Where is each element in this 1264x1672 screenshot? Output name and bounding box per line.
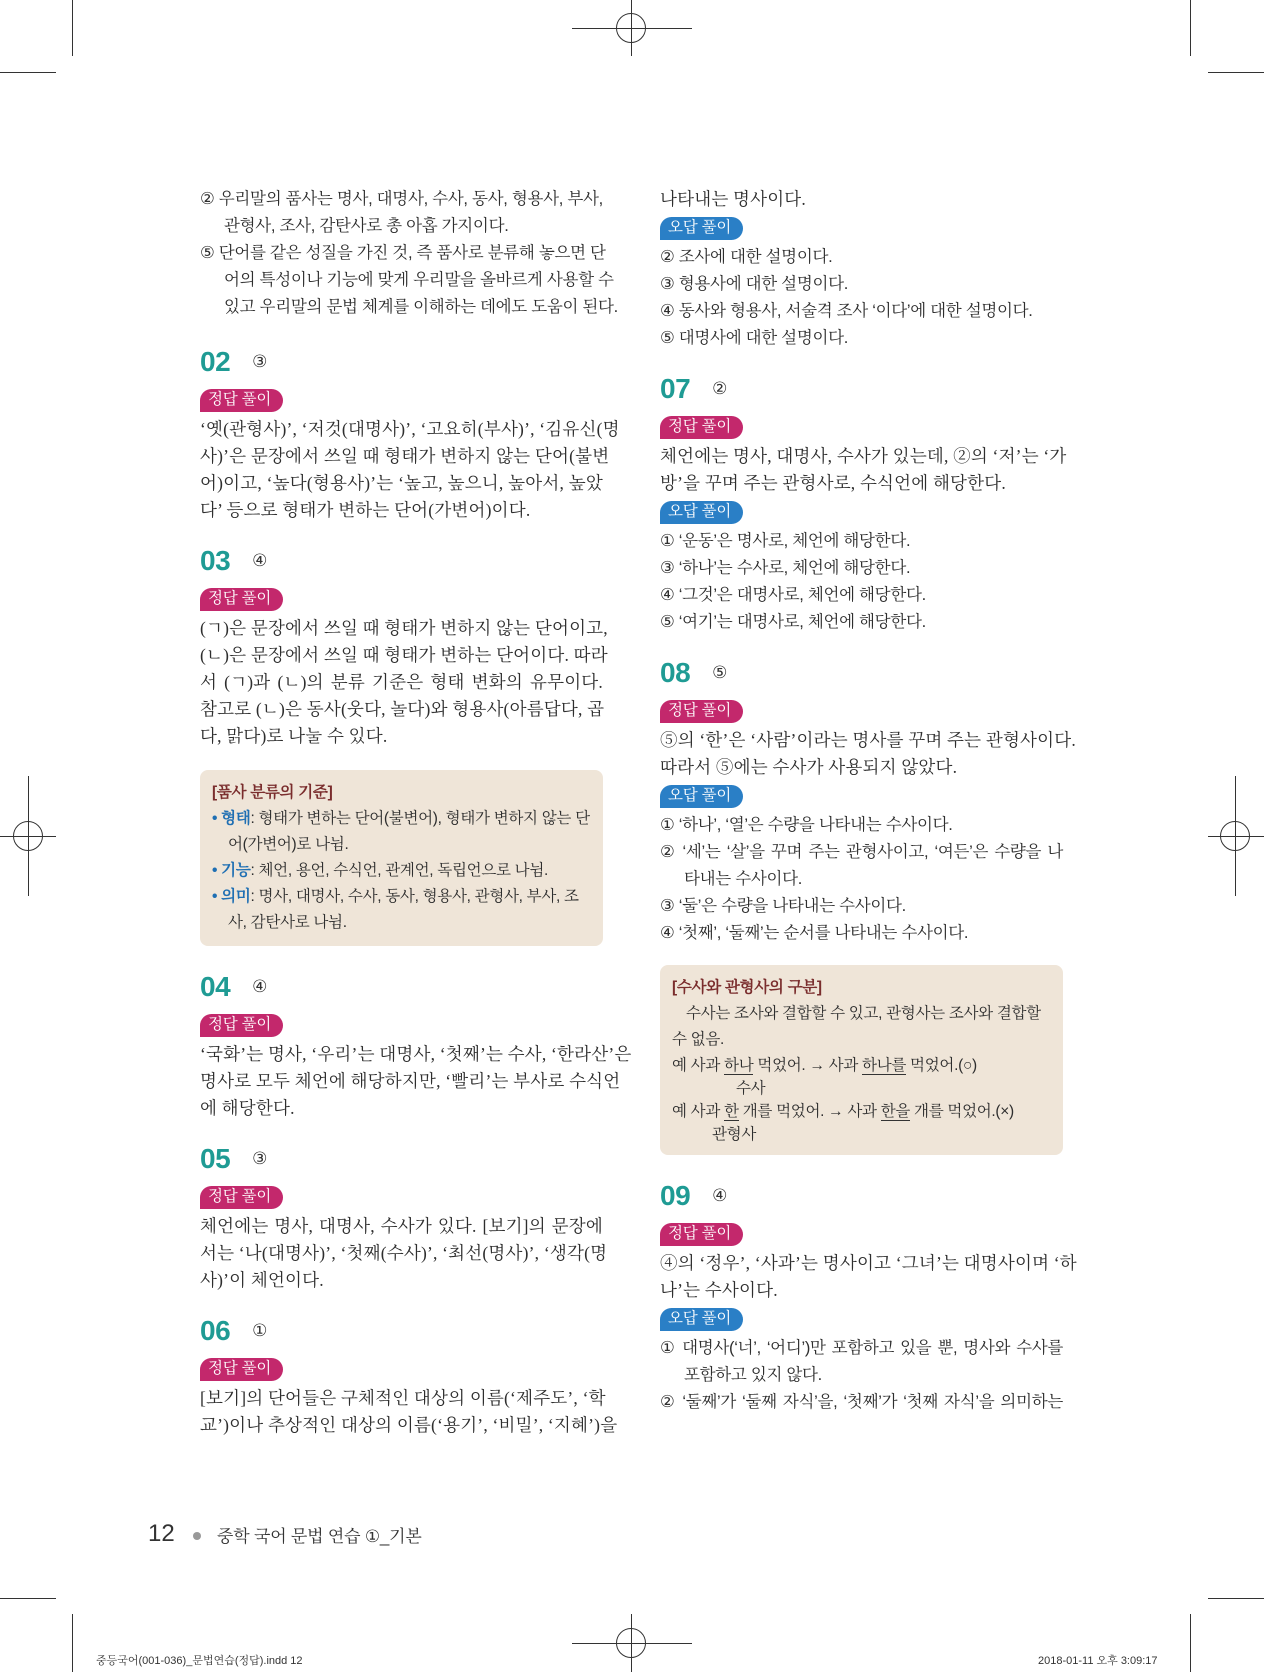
question-number: 09 <box>660 1180 691 1211</box>
wrong-line: ④ 동사와 형용사, 서술격 조사 ‘이다’에 대한 설명이다. <box>660 302 1033 320</box>
intro-line: 관형사, 조사, 감탄사로 총 아홉 가지이다. <box>224 217 509 235</box>
classification-criteria-box <box>200 770 603 946</box>
numeral-determiner-box <box>660 965 1063 1155</box>
bullet-key: • 기능 <box>212 862 251 879</box>
registration-circle <box>616 1628 646 1658</box>
explanation-line: ④의 ‘정우’, ‘사과’는 명사이고 ‘그녀’는 대명사이며 ‘하 <box>660 1253 1077 1273</box>
question-number: 06 <box>200 1315 231 1346</box>
right-column <box>660 186 1077 1416</box>
wrong-line: 타내는 수사이다. <box>684 870 803 888</box>
explanation-line: 나’는 수사이다. <box>660 1280 778 1300</box>
crop-mark <box>0 72 56 73</box>
question-number: 02 <box>200 346 231 377</box>
wrong-answer-badge: 오답 풀이 <box>660 1308 743 1331</box>
wrong-answer-badge: 오답 풀이 <box>660 501 743 524</box>
question-answer: ② <box>712 379 728 398</box>
explanation-line: (ㄱ)은 문장에서 쓰일 때 형태가 변하지 않는 단어이고, <box>200 618 608 638</box>
wrong-line: ⑤ 대명사에 대한 설명이다. <box>660 329 849 347</box>
box-text: 수사는 조사와 결합할 수 있고, 관형사는 조사와 결합할 <box>686 1005 1041 1022</box>
wrong-line: ④ ‘첫째’, ‘둘째’는 순서를 나타내는 수사이다. <box>660 924 969 942</box>
footer-dot <box>193 1532 201 1540</box>
question-number: 04 <box>200 971 231 1002</box>
intro-line: ⑤ 단어를 같은 성질을 가진 것, 즉 품사로 분류해 놓으면 단 <box>200 244 606 262</box>
example-line: 예 사과 한 개를 먹었어. → 사과 한을 개를 먹었어.(×) <box>672 1103 1014 1120</box>
correct-answer-badge: 정답 풀이 <box>660 416 743 439</box>
explanation-line: (ㄴ)은 문장에서 쓰일 때 형태가 변하는 단어이다. 따라 <box>200 645 608 665</box>
box-item: • 형태: 형태가 변하는 단어(불변어), 형태가 변하지 않는 단 <box>212 810 590 827</box>
question-header <box>200 972 603 1002</box>
correct-answer-badge: 정답 풀이 <box>200 389 283 412</box>
explanation-line: 사)’은 문장에서 쓰일 때 형태가 변하지 않는 단어(불변 <box>200 446 610 466</box>
intro-line: ② 우리말의 품사는 명사, 대명사, 수사, 동사, 형용사, 부사, <box>200 190 603 208</box>
explanation-line: 사)’이 체언이다. <box>200 1270 324 1290</box>
wrong-line: ① ‘운동’은 명사로, 체언에 해당한다. <box>660 532 911 550</box>
wrong-line: ② ‘둘째’가 ‘둘째 자식’을, ‘첫째’가 ‘첫째 자식’을 의미하는 <box>660 1393 1063 1411</box>
wrong-line: ③ ‘둘’은 수량을 나타내는 수사이다. <box>660 897 906 915</box>
wrong-line: ③ 형용사에 대한 설명이다. <box>660 275 849 293</box>
question-header <box>200 546 603 576</box>
question-header <box>660 658 1063 688</box>
explanation-line: ⑤의 ‘한’은 ‘사람’이라는 명사를 꾸며 주는 관형사이다. <box>660 730 1076 750</box>
question-answer: ③ <box>252 1149 268 1168</box>
crop-mark <box>0 1598 56 1599</box>
question-answer: ④ <box>252 977 268 996</box>
wrong-line: ③ ‘하나’는 수사로, 체언에 해당한다. <box>660 559 911 577</box>
question-number: 08 <box>660 657 691 688</box>
question-header <box>660 1181 1063 1211</box>
explanation-line: [보기]의 단어들은 구체적인 대상의 이름(‘제주도’, ‘학 <box>200 1388 606 1408</box>
explanation-line: 나타내는 명사이다. <box>660 189 806 209</box>
wrong-line: ② ‘세’는 ‘살’을 꾸며 주는 관형사이고, ‘여든’은 수량을 나 <box>660 843 1063 861</box>
question-answer: ① <box>252 1321 268 1340</box>
wrong-line: ② 조사에 대한 설명이다. <box>660 248 833 266</box>
box-text: 수 없음. <box>672 1031 725 1048</box>
explanation-line: 교’)이나 추상적인 대상의 이름(‘용기’, ‘비밀’, ‘지혜’)을 <box>200 1415 618 1435</box>
bullet-key: • 형태 <box>212 810 251 827</box>
slug-file: 중등국어(001-036)_문법연습(정답).indd 12 <box>96 1655 303 1667</box>
crop-mark <box>1190 1614 1191 1672</box>
wrong-answer-badge: 오답 풀이 <box>660 785 743 808</box>
wrong-line: 포함하고 있지 않다. <box>684 1366 822 1384</box>
question-header <box>200 347 603 377</box>
correct-answer-badge: 정답 풀이 <box>660 1223 743 1246</box>
box-item: • 기능: 체언, 용언, 수식언, 관계언, 독립언으로 나뉨. <box>212 862 549 879</box>
explanation-line: 따라서 ⑤에는 수사가 사용되지 않았다. <box>660 757 958 777</box>
question-answer: ⑤ <box>712 663 728 682</box>
explanation-line: 에 해당한다. <box>200 1098 295 1118</box>
bullet-key: • 의미 <box>212 888 251 905</box>
page-number: 12 <box>148 1520 175 1547</box>
explanation-line: 다’ 등으로 형태가 변하는 단어(가변어)이다. <box>200 500 531 520</box>
wrong-line: ⑤ ‘여기’는 대명사로, 체언에 해당한다. <box>660 613 926 631</box>
question-answer: ③ <box>252 352 268 371</box>
registration-circle <box>616 13 646 43</box>
explanation-line: 참고로 (ㄴ)은 동사(웃다, 놀다)와 형용사(아름답다, 곱 <box>200 699 605 719</box>
explanation-line: 어)이고, ‘높다(형용사)’는 ‘높고, 높으니, 높아서, 높았 <box>200 473 603 493</box>
explanation-line: 서 (ㄱ)과 (ㄴ)의 분류 기준은 형태 변화의 유무이다. <box>200 672 603 692</box>
box-title: [수사와 관형사의 구분] <box>672 979 822 996</box>
crop-mark <box>72 0 73 56</box>
example-label: 관형사 <box>712 1126 757 1143</box>
question-header <box>200 1316 603 1346</box>
wrong-line: ① 대명사(‘너’, ‘어디’)만 포함하고 있을 뿐, 명사와 수사를 <box>660 1339 1063 1357</box>
left-column <box>200 186 632 1439</box>
explanation-line: 서는 ‘나(대명사)’, ‘첫째(수사)’, ‘최선(명사)’, ‘생각(명 <box>200 1243 608 1263</box>
question-header <box>200 1144 603 1174</box>
wrong-line: ① ‘하나’, ‘열’은 수량을 나타내는 수사이다. <box>660 816 953 834</box>
question-answer: ④ <box>712 1186 728 1205</box>
correct-answer-badge: 정답 풀이 <box>200 1186 283 1209</box>
question-number: 05 <box>200 1143 231 1174</box>
wrong-line: ④ ‘그것’은 대명사로, 체언에 해당한다. <box>660 586 926 604</box>
book-title: 중학 국어 문법 연습 ①_기본 <box>217 1527 422 1546</box>
crop-mark <box>1190 0 1191 56</box>
slug-date: 2018-01-11 오후 3:09:17 <box>1038 1655 1158 1667</box>
correct-answer-badge: 정답 풀이 <box>200 1358 283 1381</box>
explanation-line: 체언에는 명사, 대명사, 수사가 있는데, ②의 ‘저’는 ‘가 <box>660 446 1067 466</box>
explanation-line: 체언에는 명사, 대명사, 수사가 있다. [보기]의 문장에 <box>200 1216 603 1236</box>
wrong-answer-badge: 오답 풀이 <box>660 217 743 240</box>
correct-answer-badge: 정답 풀이 <box>200 588 283 611</box>
explanation-line: ‘옛(관형사)’, ‘저것(대명사)’, ‘고요히(부사)’, ‘김유신(명 <box>200 419 620 439</box>
registration-circle <box>1220 821 1250 851</box>
explanation-line: ‘국화’는 명사, ‘우리’는 대명사, ‘첫째’는 수사, ‘한라산’은 <box>200 1044 632 1064</box>
box-item-cont: 사, 감탄사로 나뉨. <box>228 914 347 931</box>
box-title: [품사 분류의 기준] <box>212 784 333 801</box>
example-label: 수사 <box>736 1080 766 1097</box>
intro-line: 있고 우리말의 문법 체계를 이해하는 데에도 도움이 된다. <box>224 298 618 316</box>
correct-answer-badge: 정답 풀이 <box>200 1014 283 1037</box>
correct-answer-badge: 정답 풀이 <box>660 700 743 723</box>
explanation-line: 다, 맑다)로 나눌 수 있다. <box>200 726 388 746</box>
question-header <box>660 374 1063 404</box>
example-line: 예 사과 하나 먹었어. → 사과 하나를 먹었어.(○) <box>672 1057 977 1074</box>
crop-mark <box>1208 72 1264 73</box>
intro-line: 어의 특성이나 기능에 맞게 우리말을 올바르게 사용할 수 <box>224 271 614 289</box>
crop-mark <box>72 1614 73 1672</box>
question-number: 03 <box>200 545 231 576</box>
question-number: 07 <box>660 373 691 404</box>
explanation-line: 명사로 모두 체언에 해당하지만, ‘빨리’는 부사로 수식언 <box>200 1071 621 1091</box>
registration-circle <box>13 821 43 851</box>
box-item-cont: 어(가변어)로 나뉨. <box>228 836 349 853</box>
crop-mark <box>1208 1598 1264 1599</box>
question-answer: ④ <box>252 551 268 570</box>
explanation-line: 방’을 꾸며 주는 관형사로, 수식언에 해당한다. <box>660 473 1006 493</box>
box-item: • 의미: 명사, 대명사, 수사, 동사, 형용사, 관형사, 부사, 조 <box>212 888 579 905</box>
